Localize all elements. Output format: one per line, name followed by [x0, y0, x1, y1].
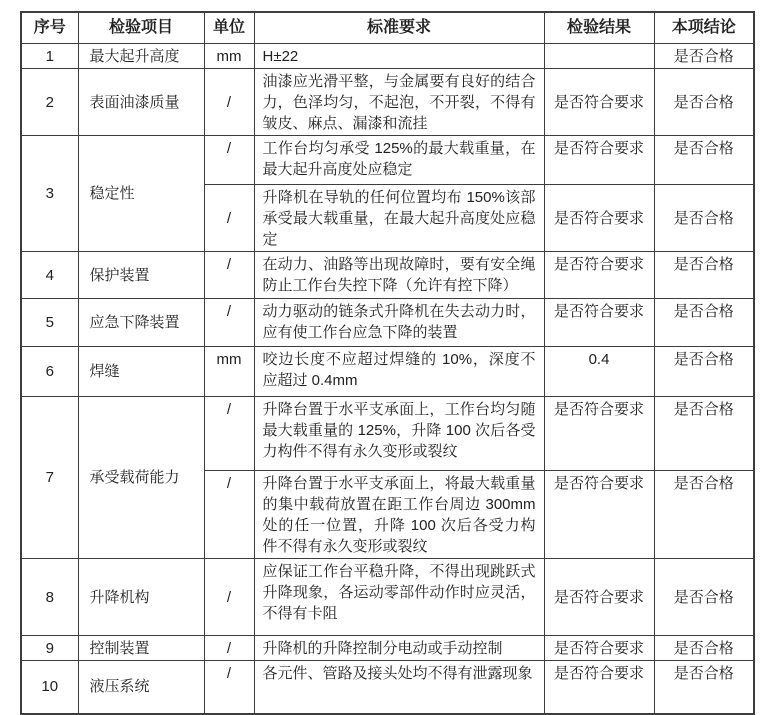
- result-cell: 是否符合要求: [544, 185, 654, 252]
- unit-cell: /: [204, 185, 254, 252]
- row-number-cell: 8: [21, 559, 78, 636]
- result-cell: 是否符合要求: [544, 136, 654, 185]
- table-row: [21, 252, 754, 299]
- requirement-cell: 动力驱动的链条式升降机在失去动力时，应有使工作台应急下降的装置: [254, 299, 544, 347]
- conclusion-cell: 是否合格: [654, 636, 754, 661]
- conclusion-cell: 是否合格: [654, 471, 754, 559]
- conclusion-cell: 是否合格: [654, 69, 754, 136]
- unit-cell: /: [204, 397, 254, 471]
- result-cell: 是否符合要求: [544, 252, 654, 299]
- conclusion-cell: 是否合格: [654, 347, 754, 397]
- requirement-cell: 升降台置于水平支承面上，工作台均匀随最大载重量的 125%，升降 100 次后各受力构件不得有永久变形或裂纹: [254, 397, 544, 471]
- result-cell: [544, 44, 654, 69]
- table-row: [21, 69, 754, 136]
- conclusion-cell: 是否合格: [654, 661, 754, 714]
- table-row: [21, 347, 754, 397]
- conclusion-cell: 是否合格: [654, 185, 754, 252]
- unit-cell: mm: [204, 44, 254, 69]
- table-body: [21, 44, 754, 714]
- inspection-table: [20, 11, 755, 715]
- table-row: [21, 397, 754, 471]
- item-cell: 焊缝: [78, 347, 204, 397]
- unit-cell: /: [204, 559, 254, 636]
- item-cell: 应急下降装置: [78, 299, 204, 347]
- conclusion-cell: 是否合格: [654, 136, 754, 185]
- row-number-cell: 6: [21, 347, 78, 397]
- requirement-cell: 油漆应光滑平整，与金属要有良好的结合力，色泽均匀，不起泡，不开裂，不得有皱皮、麻点、漏漆和流挂: [254, 69, 544, 136]
- row-number-cell: 4: [21, 252, 78, 299]
- result-cell: 是否符合要求: [544, 397, 654, 471]
- conclusion-cell: 是否合格: [654, 299, 754, 347]
- table-row: [21, 136, 754, 185]
- result-cell: 是否符合要求: [544, 471, 654, 559]
- item-cell: 升降机构: [78, 559, 204, 636]
- requirement-cell: 工作台均匀承受 125%的最大载重量，在最大起升高度处应稳定: [254, 136, 544, 185]
- result-cell: 是否符合要求: [544, 559, 654, 636]
- requirement-cell: 应保证工作台平稳升降，不得出现跳跃式升降现象，各运动零部件动作时应灵活，不得有卡阻: [254, 559, 544, 636]
- unit-cell: /: [204, 252, 254, 299]
- column-header-unit: 单位: [204, 12, 254, 44]
- item-cell: 承受载荷能力: [78, 397, 204, 559]
- unit-cell: /: [204, 471, 254, 559]
- table-row: [21, 636, 754, 661]
- item-cell: 保护装置: [78, 252, 204, 299]
- column-header-no: 序号: [21, 12, 78, 44]
- table-row: [21, 559, 754, 636]
- requirement-cell: 升降台置于水平支承面上，将最大载重量的集中载荷放置在距工作台周边 300mm 处的任一位置，升降 100 次后各受力构件不得有永久变形或裂纹: [254, 471, 544, 559]
- item-cell: 液压系统: [78, 661, 204, 714]
- header-row: [21, 12, 754, 44]
- conclusion-cell: 是否合格: [654, 252, 754, 299]
- result-cell: 是否符合要求: [544, 661, 654, 714]
- unit-cell: /: [204, 69, 254, 136]
- item-cell: 表面油漆质量: [78, 69, 204, 136]
- column-header-item: 检验项目: [78, 12, 204, 44]
- column-header-result: 检验结果: [544, 12, 654, 44]
- requirement-cell: 升降机在导轨的任何位置均布 150%该部承受最大载重量，在最大起升高度处应稳定: [254, 185, 544, 252]
- conclusion-cell: 是否合格: [654, 397, 754, 471]
- unit-cell: mm: [204, 347, 254, 397]
- requirement-cell: H±22: [254, 44, 544, 69]
- row-number-cell: 7: [21, 397, 78, 559]
- item-cell: 稳定性: [78, 136, 204, 252]
- requirement-cell: 咬边长度不应超过焊缝的 10%，深度不应超过 0.4mm: [254, 347, 544, 397]
- table-row: [21, 44, 754, 69]
- unit-cell: /: [204, 661, 254, 714]
- result-cell: 是否符合要求: [544, 69, 654, 136]
- conclusion-cell: 是否合格: [654, 44, 754, 69]
- column-header-conclusion: 本项结论: [654, 12, 754, 44]
- row-number-cell: 1: [21, 44, 78, 69]
- table-row: [21, 661, 754, 714]
- column-header-requirement: 标准要求: [254, 12, 544, 44]
- unit-cell: /: [204, 136, 254, 185]
- item-cell: 最大起升高度: [78, 44, 204, 69]
- result-cell: 是否符合要求: [544, 299, 654, 347]
- row-number-cell: 9: [21, 636, 78, 661]
- row-number-cell: 10: [21, 661, 78, 714]
- row-number-cell: 5: [21, 299, 78, 347]
- requirement-cell: 在动力、油路等出现故障时，要有安全绳防止工作台失控下降（允许有控下降）: [254, 252, 544, 299]
- row-number-cell: 2: [21, 69, 78, 136]
- item-cell: 控制装置: [78, 636, 204, 661]
- table-row: [21, 299, 754, 347]
- conclusion-cell: 是否合格: [654, 559, 754, 636]
- requirement-cell: 各元件、管路及接头处均不得有泄露现象: [254, 661, 544, 714]
- unit-cell: /: [204, 636, 254, 661]
- unit-cell: /: [204, 299, 254, 347]
- result-cell: 是否符合要求: [544, 636, 654, 661]
- requirement-cell: 升降机的升降控制分电动或手动控制: [254, 636, 544, 661]
- row-number-cell: 3: [21, 136, 78, 252]
- result-cell: 0.4: [544, 347, 654, 397]
